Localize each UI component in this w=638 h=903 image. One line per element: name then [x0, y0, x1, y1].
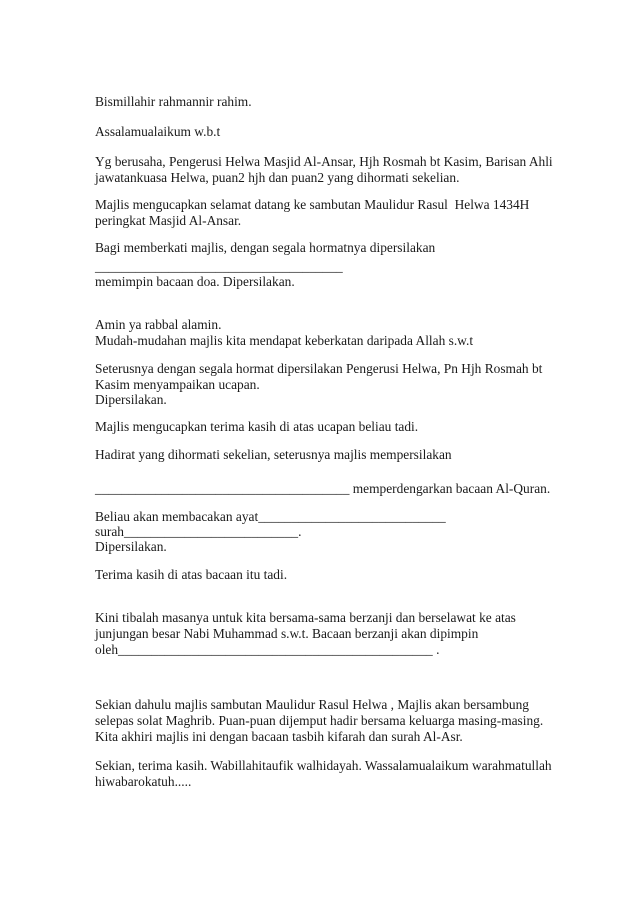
text-line: Kita akhiri majlis ini dengan bacaan tasbih kifarah dan surah Al-Asr. — [95, 729, 463, 744]
text-line: Bismillahir rahmannir rahim. — [95, 94, 252, 109]
text-line: Kini tibalah masanya untuk kita bersama-sama berzanji dan berselawat ke atas — [95, 610, 516, 625]
text-line: Dipersilakan. — [95, 392, 167, 407]
blank-line: _____________________________________ — [95, 259, 343, 274]
text-line: hiwabarokatuh..... — [95, 774, 192, 789]
text-line: Beliau akan membacakan ayat____________________________ — [95, 509, 446, 524]
text-line: surah__________________________. — [95, 524, 302, 539]
text-line: Amin ya rabbal alamin. — [95, 317, 222, 332]
text-line: Bagi memberkati majlis, dengan segala hormatnya dipersilakan — [95, 240, 436, 255]
text-line: peringkat Masjid Al-Ansar. — [95, 213, 242, 228]
text-line: Hadirat yang dihormati sekelian, seterusnya majlis mempersilakan — [95, 447, 452, 462]
text-line: junjungan besar Nabi Muhammad s.w.t. Bacaan berzanji akan dipimpin — [95, 626, 479, 641]
text-line: Kasim menyampaikan ucapan. — [95, 377, 260, 392]
text-line: Seterusnya dengan segala hormat dipersilakan Pengerusi Helwa, Pn Hjh Rosmah bt — [95, 361, 543, 376]
text-line: Assalamualaikum w.b.t — [95, 124, 221, 139]
text-line: Mudah-mudahan majlis kita mendapat keberkatan daripada Allah s.w.t — [95, 333, 474, 348]
text-line: Terima kasih di atas bacaan itu tadi. — [95, 567, 288, 582]
text-line: memimpin bacaan doa. Dipersilakan. — [95, 274, 295, 289]
text-line: jawatankuasa Helwa, puan2 hjh dan puan2 yang dihormati sekelian. — [95, 170, 460, 185]
text-line: Majlis mengucapkan terima kasih di atas ucapan beliau tadi. — [95, 419, 419, 434]
text-line: ______________________________________ memperdengarkan bacaan Al-Quran. — [95, 481, 551, 496]
text-line: selepas solat Maghrib. Puan-puan dijemput hadir bersama keluarga masing-masing. — [95, 713, 544, 728]
text-line: Yg berusaha, Pengerusi Helwa Masjid Al-Ansar, Hjh Rosmah bt Kasim, Barisan Ahli — [95, 154, 553, 169]
text-line: oleh_______________________________________________ . — [95, 642, 440, 657]
text-line: Majlis mengucapkan selamat datang ke sambutan Maulidur Rasul Helwa 1434H — [95, 197, 530, 212]
text-line: Sekian, terima kasih. Wabillahitaufik walhidayah. Wassalamualaikum warahmatullah — [95, 758, 552, 773]
text-line: Sekian dahulu majlis sambutan Maulidur Rasul Helwa , Majlis akan bersambung — [95, 697, 529, 712]
text-line: Dipersilakan. — [95, 539, 167, 554]
